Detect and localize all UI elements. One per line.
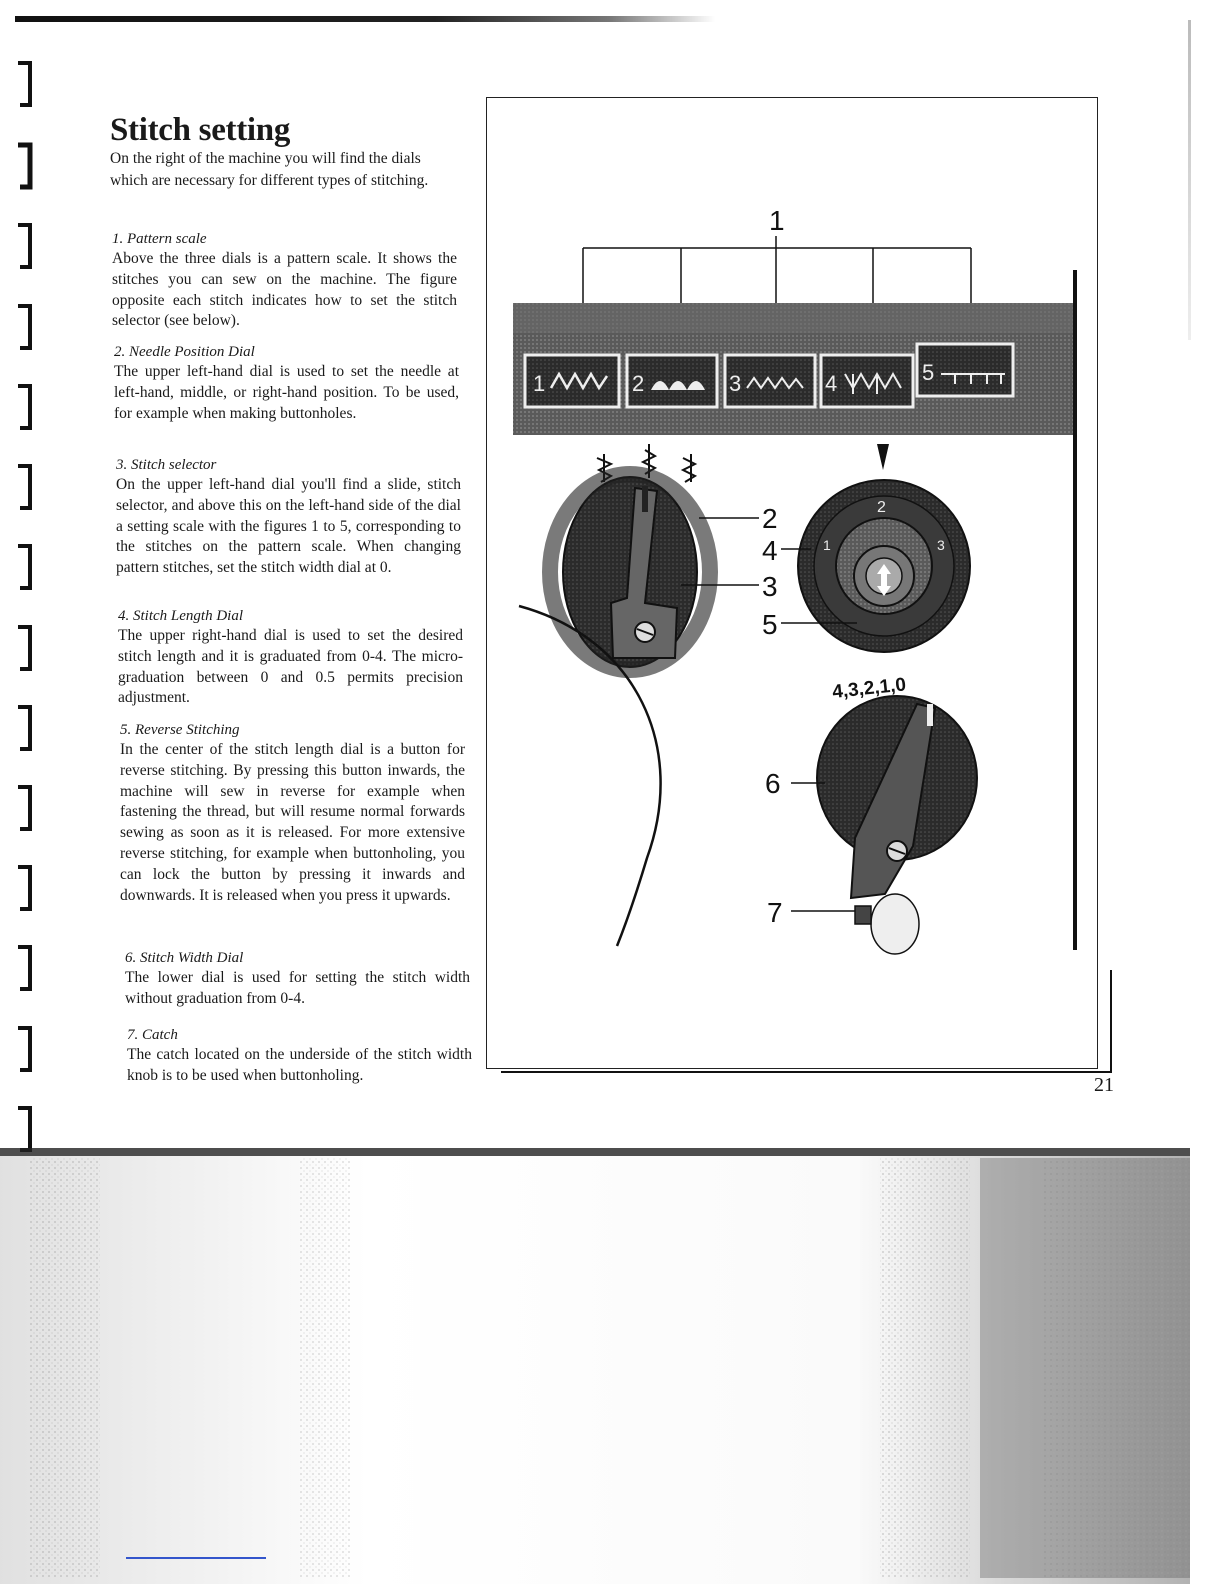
length-mark: 3 (937, 537, 945, 553)
section-stitch-selector (116, 455, 461, 579)
binding-mark (14, 222, 36, 270)
section-body: The upper left-hand dial is used to set the needle at left-hand, middle, or right-hand position. To be used, for example when making buttonholes. (114, 363, 459, 422)
width-scale-label: 4,3,2,1,0 (831, 674, 908, 703)
length-mark: 2 (877, 499, 886, 516)
scan-noise (0, 1148, 1224, 1584)
section-heading: 1. Pattern scale (112, 231, 207, 247)
section-catch (127, 1025, 472, 1087)
binding-mark (14, 624, 36, 672)
binding-mark (14, 1105, 36, 1153)
section-body: On the upper left-hand dial you'll find a slide, stitch selector, and above this on the left-hand side of the dial a setting scale with the figures 1 to 5, corresponding to the stitches on the pattern scale. When changing pattern stitches, set the stitch width dial at 0. (116, 476, 461, 577)
section-body: In the center of the stitch length dial is a button for reverse stitching. By pressing this button inwards, the machine will sew in reverse for example when fastening the thread, but will resume normal forwards sewing as soon as it is released. For more extensive reverse stitching, for example when buttonholing, you can lock the button by pressing it inwards and downwards. It is released when you press it upwards. (120, 741, 465, 904)
footer-line (126, 1557, 266, 1559)
callout-3: 3 (762, 571, 778, 602)
stitch-width-dial (817, 696, 977, 954)
dial-diagram (487, 98, 1093, 1064)
pattern-number: 4 (825, 371, 838, 396)
binding-mark (14, 704, 36, 752)
page-number: 21 (1094, 1074, 1114, 1096)
section-heading: 5. Reverse Stitching (120, 722, 240, 738)
binding-mark (14, 543, 36, 591)
frame-shadow (1110, 970, 1112, 1073)
length-mark: 1 (823, 537, 831, 553)
scan-right-edge (1188, 20, 1191, 340)
callout-6: 6 (765, 768, 781, 799)
indicator-arrow-icon (877, 444, 889, 470)
section-heading: 6. Stitch Width Dial (125, 950, 244, 966)
binding-mark (14, 1025, 36, 1073)
needle-position-dial (550, 474, 710, 670)
frame-shadow (501, 1071, 1112, 1073)
section-heading: 7. Catch (127, 1027, 178, 1043)
section-body: Above the three dials is a pattern scale. It shows the stitches you can sew on the machine. The figure opposite each stitch indicates how to set the stitch selector (see below). (112, 250, 457, 330)
section-body: The catch located on the underside of the stitch width knob is to be used when buttonholing. (127, 1046, 472, 1084)
callout-5: 5 (762, 609, 778, 640)
section-heading: 3. Stitch selector (116, 457, 217, 473)
section-body: The lower dial is used for setting the stitch width without graduation from 0-4. (125, 969, 470, 1007)
binding-mark (14, 944, 36, 992)
binding-mark (14, 383, 36, 431)
pattern-number: 3 (729, 371, 742, 396)
binding-mark (14, 864, 36, 912)
page-title: Stitch setting (110, 112, 291, 148)
stitch-length-dial (798, 480, 970, 652)
section-stitch-length-dial (118, 606, 463, 709)
pattern-number: 1 (533, 371, 546, 396)
callout-2: 2 (762, 503, 778, 534)
pattern-number: 5 (922, 360, 935, 385)
catch-icon (855, 906, 871, 924)
pattern-number: 2 (632, 371, 645, 396)
section-reverse-stitching (120, 720, 465, 906)
section-heading: 4. Stitch Length Dial (118, 608, 243, 624)
scan-top-rule (15, 16, 715, 22)
intro-paragraph: On the right of the machine you will find the dials which are necessary for different types of stitching. (110, 150, 429, 189)
section-body: The upper right-hand dial is used to set the desired stitch length and it is graduated from 0-4. The micro-graduation between 0 and 0.5 permits precision adjustment. (118, 627, 463, 707)
callout-7: 7 (767, 897, 783, 928)
section-pattern-scale (112, 229, 457, 332)
section-heading: 2. Needle Position Dial (114, 344, 255, 360)
callout-4: 4 (762, 535, 778, 566)
section-needle-position-dial (114, 342, 459, 424)
scallop-stitch-icon (651, 381, 705, 390)
section-stitch-width-dial (125, 948, 470, 1010)
binding-mark (14, 60, 36, 108)
binding-mark (14, 303, 36, 351)
callout-1: 1 (769, 205, 785, 236)
binding-mark (14, 463, 36, 511)
binding-mark (14, 784, 36, 832)
binding-mark (14, 142, 36, 190)
